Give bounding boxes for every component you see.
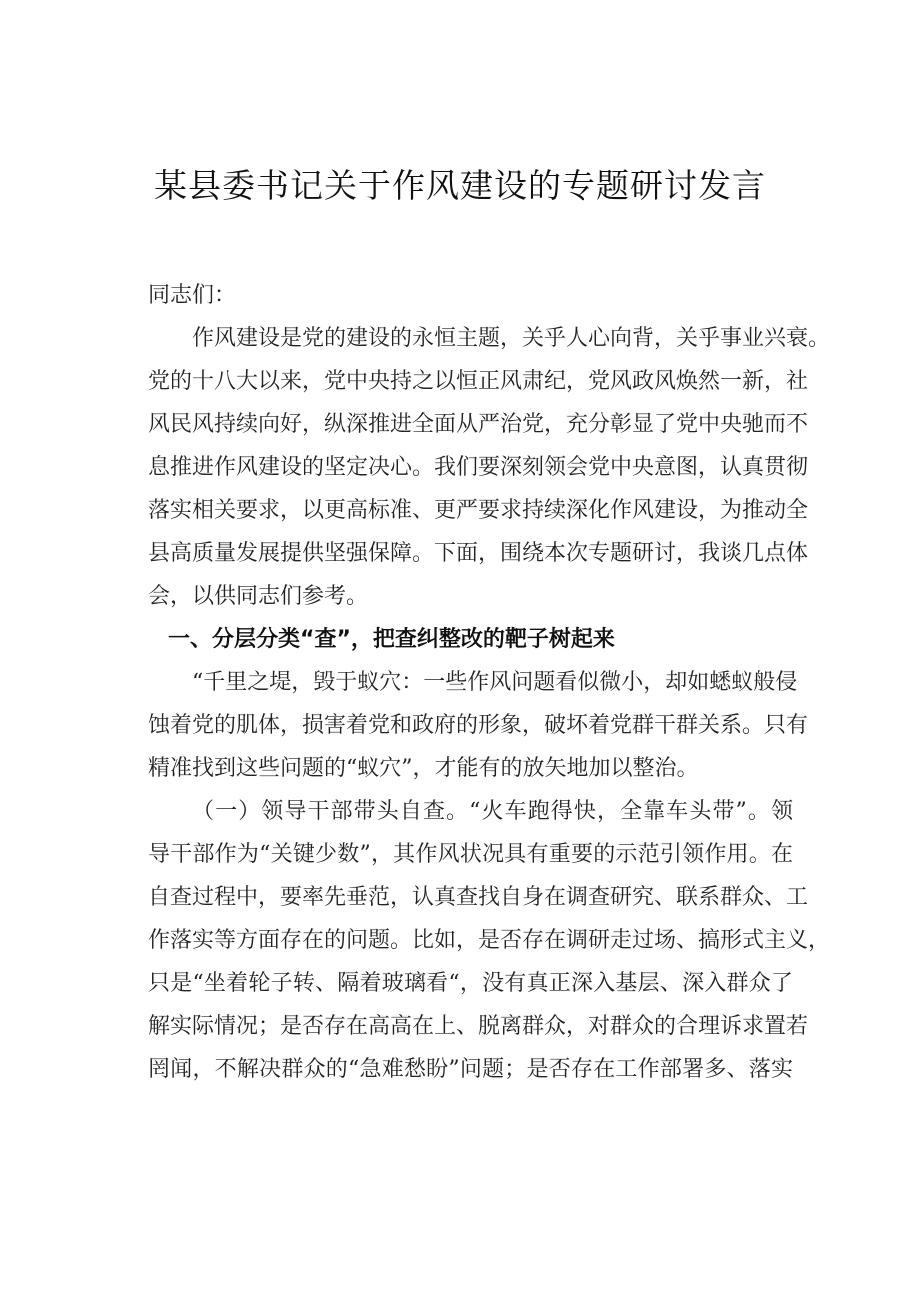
paragraph-3 xyxy=(148,790,831,1091)
document-body xyxy=(148,274,831,1091)
text-line: 党的十八大以来，党中央持之以恒正风肃纪，党风政风焕然一新，社 xyxy=(148,369,809,394)
text-line: 罔闻，不解决群众的“急难愁盼”问题；是否存在工作部署多、落实 xyxy=(148,1057,793,1082)
text-line: 会，以供同志们参考。 xyxy=(148,584,369,609)
text-line: 风民风持续向好，纵深推进全面从严治党，充分彰显了党中央驰而不 xyxy=(148,412,809,437)
text-line: 蚀着党的肌体，损害着党和政府的形象，破坏着党群干群关系。只有 xyxy=(148,713,809,738)
text-line: 精准找到这些问题的“蚁穴”，才能有的放矢地加以整治。 xyxy=(148,756,699,781)
paragraph-intro xyxy=(148,317,831,618)
paragraph-2 xyxy=(148,661,809,790)
document-title: 某县委书记关于作风建设的专题研讨发言 xyxy=(154,166,766,205)
text-line: 作风建设是党的建设的永恒主题，关乎人心向背，关乎事业兴衰。 xyxy=(192,326,831,351)
text-line: 只是“坐着轮子转、隔着玻璃看“，没有真正深入基层、深入群众了 xyxy=(148,971,793,996)
text-line: 作落实等方面存在的问题。比如，是否存在调研走过场、搞形式主义， xyxy=(148,928,831,953)
text-line: 自查过程中，要率先垂范，认真查找自身在调查研究、联系群众、工 xyxy=(148,885,809,910)
text-line: 息推进作风建设的坚定决心。我们要深刻领会党中央意图，认真贯彻 xyxy=(148,455,809,480)
text-line: 县高质量发展提供坚强保障。下面，围绕本次专题研讨，我谈几点体 xyxy=(148,541,809,566)
text-line: （一）领导干部带头自查。“火车跑得快，全靠车头带”。领 xyxy=(192,799,793,824)
salutation: 同志们： xyxy=(148,283,237,308)
text-line: 导干部作为“关键少数”，其作风状况具有重要的示范引领作用。在 xyxy=(148,842,793,867)
text-line: 落实相关要求，以更高标准、更严要求持续深化作风建设，为推动全 xyxy=(148,498,809,523)
section-heading: 一、分层分类“查”，把查纠整改的靶子树起来 xyxy=(168,627,615,652)
text-line: 解实际情况；是否存在高高在上、脱离群众，对群众的合理诉求置若 xyxy=(148,1014,809,1039)
text-line: “千里之堤，毁于蚁穴：一些作风问题看似微小，却如蟋蚁般侵 xyxy=(192,670,798,695)
